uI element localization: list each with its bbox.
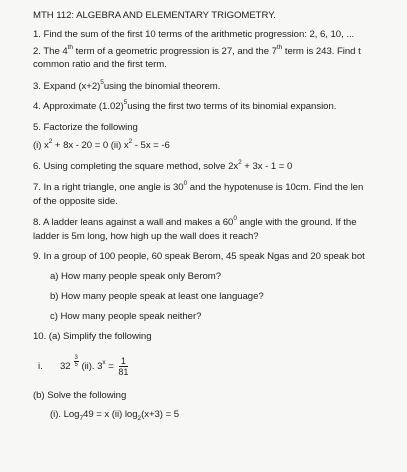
question-2-line-2: common ratio and the first term. <box>33 59 167 70</box>
q6-exponent: 2 <box>238 158 242 166</box>
q8-text-a: 8. A ladder leans against a wall and makes a 60 <box>33 217 234 228</box>
q5-exponent-2: 2 <box>128 137 133 145</box>
q10a-exponent-denominator: 5 <box>74 362 78 368</box>
q3-text-b: using the binomial theorem. <box>103 81 221 92</box>
q10a-item-label: i. <box>38 361 43 373</box>
q4-exponent: 5 <box>123 98 128 106</box>
question-9-part-b: b) How many people speak at least one language? <box>50 291 264 302</box>
question-2 <box>33 43 361 58</box>
q5-text-a: (i) x <box>33 140 49 151</box>
question-10b-parts <box>50 409 179 421</box>
question-3 <box>33 78 221 93</box>
question-1: 1. Find the sum of the first 10 terms of the arithmetic progression: 2, 6, 10, ... <box>33 29 355 40</box>
q10b-subscript-1: 7 <box>79 414 84 422</box>
q6-text-a: 6. Using completing the square method, solve 2x <box>33 161 239 172</box>
question-10a-expression <box>38 356 128 377</box>
document-title: MTH 112: ALGEBRA AND ELEMENTARY TRIGOMETRY. <box>33 10 276 21</box>
q10a-exponent-x: x <box>102 358 106 366</box>
q10b-text-b: 49 = x (ii) log <box>83 409 138 420</box>
q2-superscript-2: th <box>276 43 283 51</box>
q7-text-a: 7. In a right triangle, one angle is 30 <box>33 182 184 193</box>
question-7 <box>33 179 364 194</box>
question-8-line-2: ladder is 5m long, how high up the wall does it reach? <box>33 231 259 242</box>
question-10-heading: 10. (a) Simplify the following <box>33 331 152 342</box>
q10a-fraction-numerator: 1 <box>120 356 126 366</box>
q2-text-a: 2. The 4 <box>33 46 68 57</box>
q8-degree: 0 <box>233 214 237 222</box>
q10a-fractional-exponent <box>74 355 79 368</box>
q4-text-a: 4. Approximate (1.02) <box>33 101 124 112</box>
q10b-text-a: (i). Log <box>50 409 80 420</box>
q10b-subscript-2: 2 <box>137 414 142 422</box>
question-8 <box>33 214 357 229</box>
q3-text-a: 3. Expand (x+2) <box>33 81 101 92</box>
q5-exponent-1: 2 <box>48 137 53 145</box>
question-9-part-a: a) How many people speak only Berom? <box>50 271 221 282</box>
question-9-part-c: c) How many people speak neither? <box>50 311 202 322</box>
q5-text-c: - 5x = -6 <box>132 140 170 151</box>
q2-text-b: term of a geometric progression is 27, and the 7 <box>72 46 277 57</box>
q10a-equals: = <box>105 361 117 373</box>
q10a-part-ii: (ii). 3 <box>78 361 103 373</box>
question-6 <box>33 158 293 173</box>
question-4 <box>33 98 337 113</box>
q10a-exponent-numerator: 3 <box>74 355 78 361</box>
q10a-fraction <box>118 356 128 377</box>
question-5-parts <box>33 137 170 152</box>
question-5-heading: 5. Factorize the following <box>33 122 138 133</box>
q10a-fraction-denominator: 81 <box>118 367 129 377</box>
q2-superscript-1: th <box>67 43 73 51</box>
q4-text-b: using the first two terms of its binomial expansion. <box>127 101 337 112</box>
q8-text-b: angle with the ground. If the <box>236 217 357 228</box>
q3-exponent: 5 <box>100 78 104 86</box>
q10a-base: 32 <box>59 361 71 373</box>
q5-text-b: + 8x - 20 = 0 (ii) x <box>52 140 129 151</box>
q7-text-b: and the hypotenuse is 10cm. Find the len <box>187 182 364 193</box>
question-7-line-2: of the opposite side. <box>33 196 118 207</box>
question-10b-heading: (b) Solve the following <box>33 390 127 401</box>
q6-text-b: + 3x - 1 = 0 <box>241 161 293 172</box>
q7-degree: 0 <box>183 179 188 187</box>
q2-text-c: term is 243. Find t <box>282 46 361 57</box>
question-9-heading: 9. In a group of 100 people, 60 speak Berom, 45 speak Ngas and 20 speak bot <box>33 251 365 262</box>
q10b-text-c: (x+3) = 5 <box>141 409 180 420</box>
